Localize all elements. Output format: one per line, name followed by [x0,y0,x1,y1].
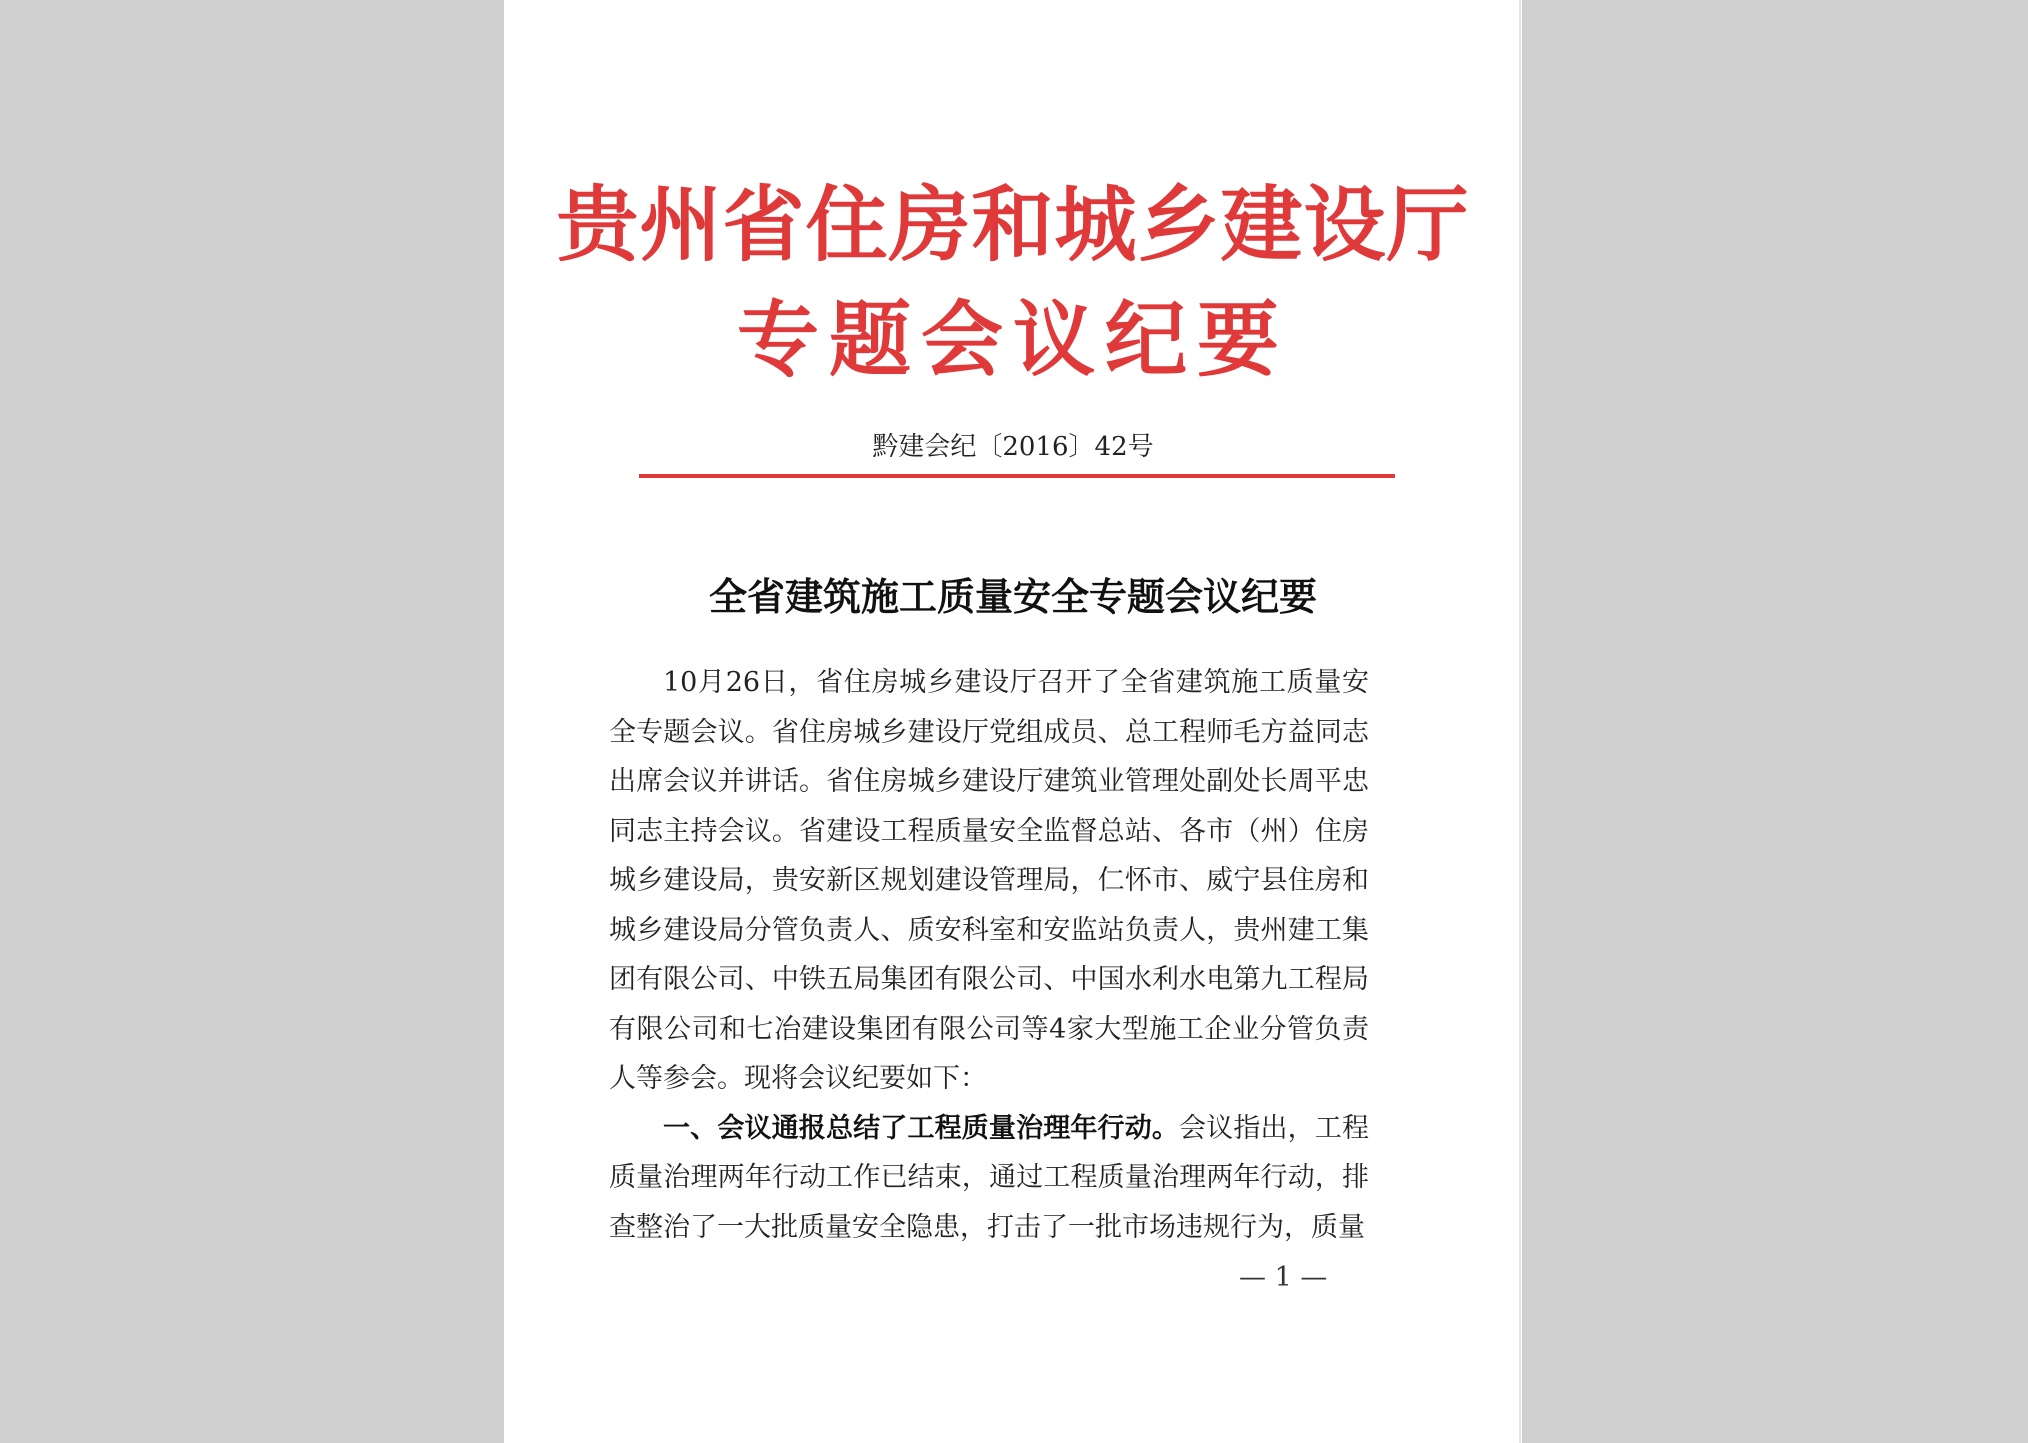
document-title: 全省建筑施工质量安全专题会议纪要 [708,574,1317,619]
page-number: — 1 — [1239,1262,1328,1293]
red-divider-line [639,474,1395,478]
paragraph-1-text: 10月26日，省住房城乡建设厅召开了全省建筑施工质量安全专题会议。省住房城乡建设厅党组成员、总工程师毛方益同志出席会议并讲话。省住房城乡建设厅建筑业管理处副处长周平忠同志主持会议。省建设工程质量安全监督总站、各市（州）住房城乡建设局，贵安新区规划建设管理局，仁怀市、威宁县住房和城乡建设局分管负责人、质安科室和安监站负责人，贵州建工集团有限公司、中铁五局集团有限公司、中国水利水电第九工程局有限公司和七冶建设集团有限公司等4家大型施工企业分管负责人等参会。现将会议纪要如下： [609,667,1369,1094]
paragraph-1 [609,658,1369,1104]
document-body [609,658,1369,1252]
paragraph-2-heading: 一、会议通报总结了工程质量治理年行动。 [663,1112,1180,1144]
document-type-header: 专题会议纪要 [736,292,1289,388]
paragraph-2-text: 会议指出，工程质量治理两年行动工作已结束，通过工程质量治理两年行动，排查整治了一大批质量安全隐患，打击了一批市场违规行为，质量 [609,1112,1370,1243]
document-number: 黔建会纪〔2016〕42号 [872,432,1154,462]
issuer-header: 贵州省住房和城乡建设厅 [556,177,1470,273]
document-page [504,0,1522,1443]
paragraph-2 [609,1104,1369,1253]
